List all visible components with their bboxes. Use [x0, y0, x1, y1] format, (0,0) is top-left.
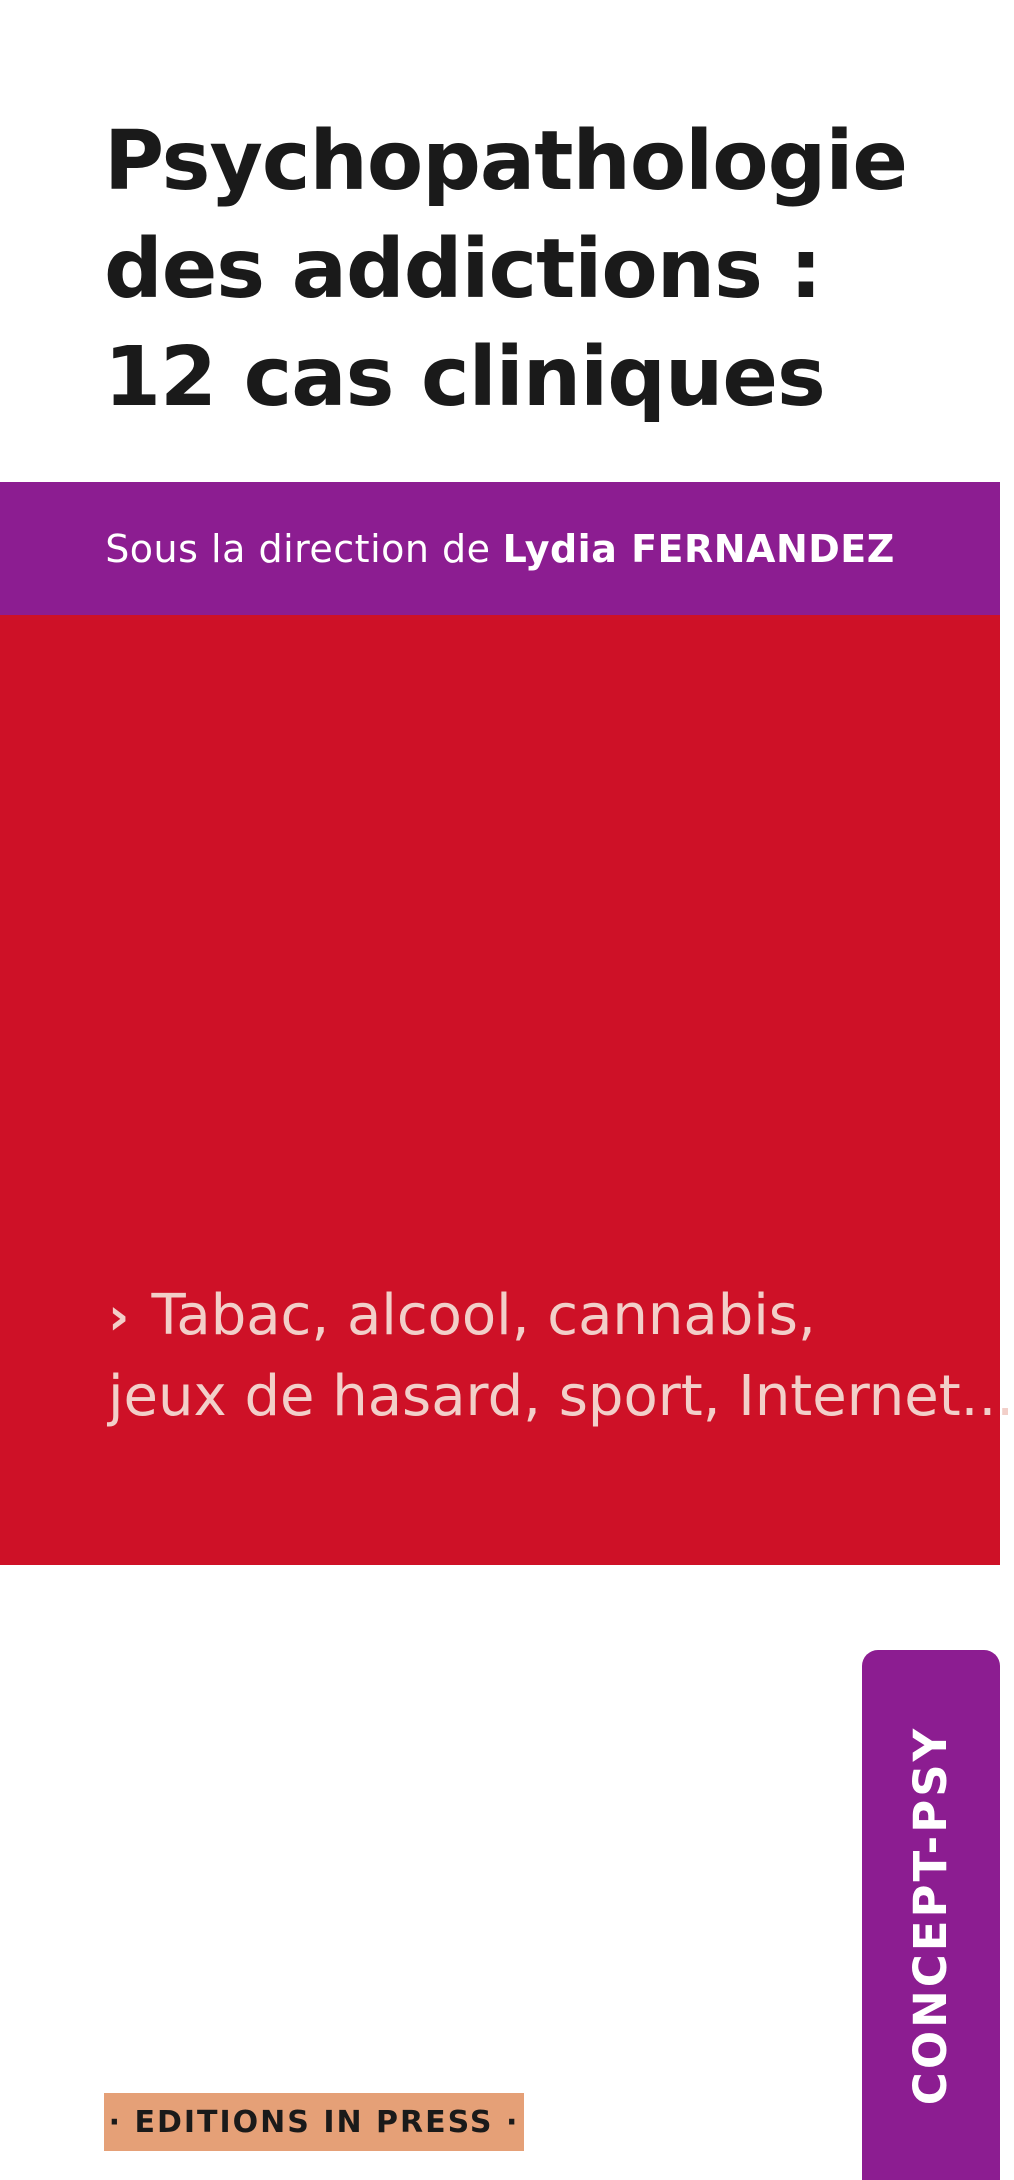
title-block	[0, 0, 1000, 482]
subtitle-line-2: jeux de hasard, sport, Internet...	[108, 1364, 1014, 1430]
subtitle-line-1	[108, 1275, 948, 1356]
subtitle-line-1-text: Tabac, alcool, cannabis,	[151, 1283, 816, 1348]
author-name: Lydia FERNANDEZ	[502, 526, 895, 571]
publisher-band	[104, 2093, 524, 2151]
collection-label	[862, 1650, 1000, 2180]
author-band	[0, 482, 1000, 615]
subtitle-block	[108, 1275, 1014, 1437]
collection-tab	[862, 1650, 1000, 2180]
title-line-1: Psychopathologie	[104, 114, 908, 209]
chevron-right-icon: ›	[108, 1287, 130, 1347]
collection-name: CONCEPT-PSY	[904, 1725, 958, 2105]
page-title	[104, 108, 924, 433]
subtitle	[108, 1275, 1014, 1437]
author-prefix: Sous la direction de	[105, 526, 491, 571]
title-line-3: 12 cas cliniques	[104, 330, 825, 426]
publisher-name: · EDITIONS IN PRESS ·	[108, 2104, 520, 2140]
title-line-2: des addictions :	[104, 222, 822, 318]
main-red-panel	[0, 615, 1014, 2140]
author-credit	[0, 482, 1000, 615]
